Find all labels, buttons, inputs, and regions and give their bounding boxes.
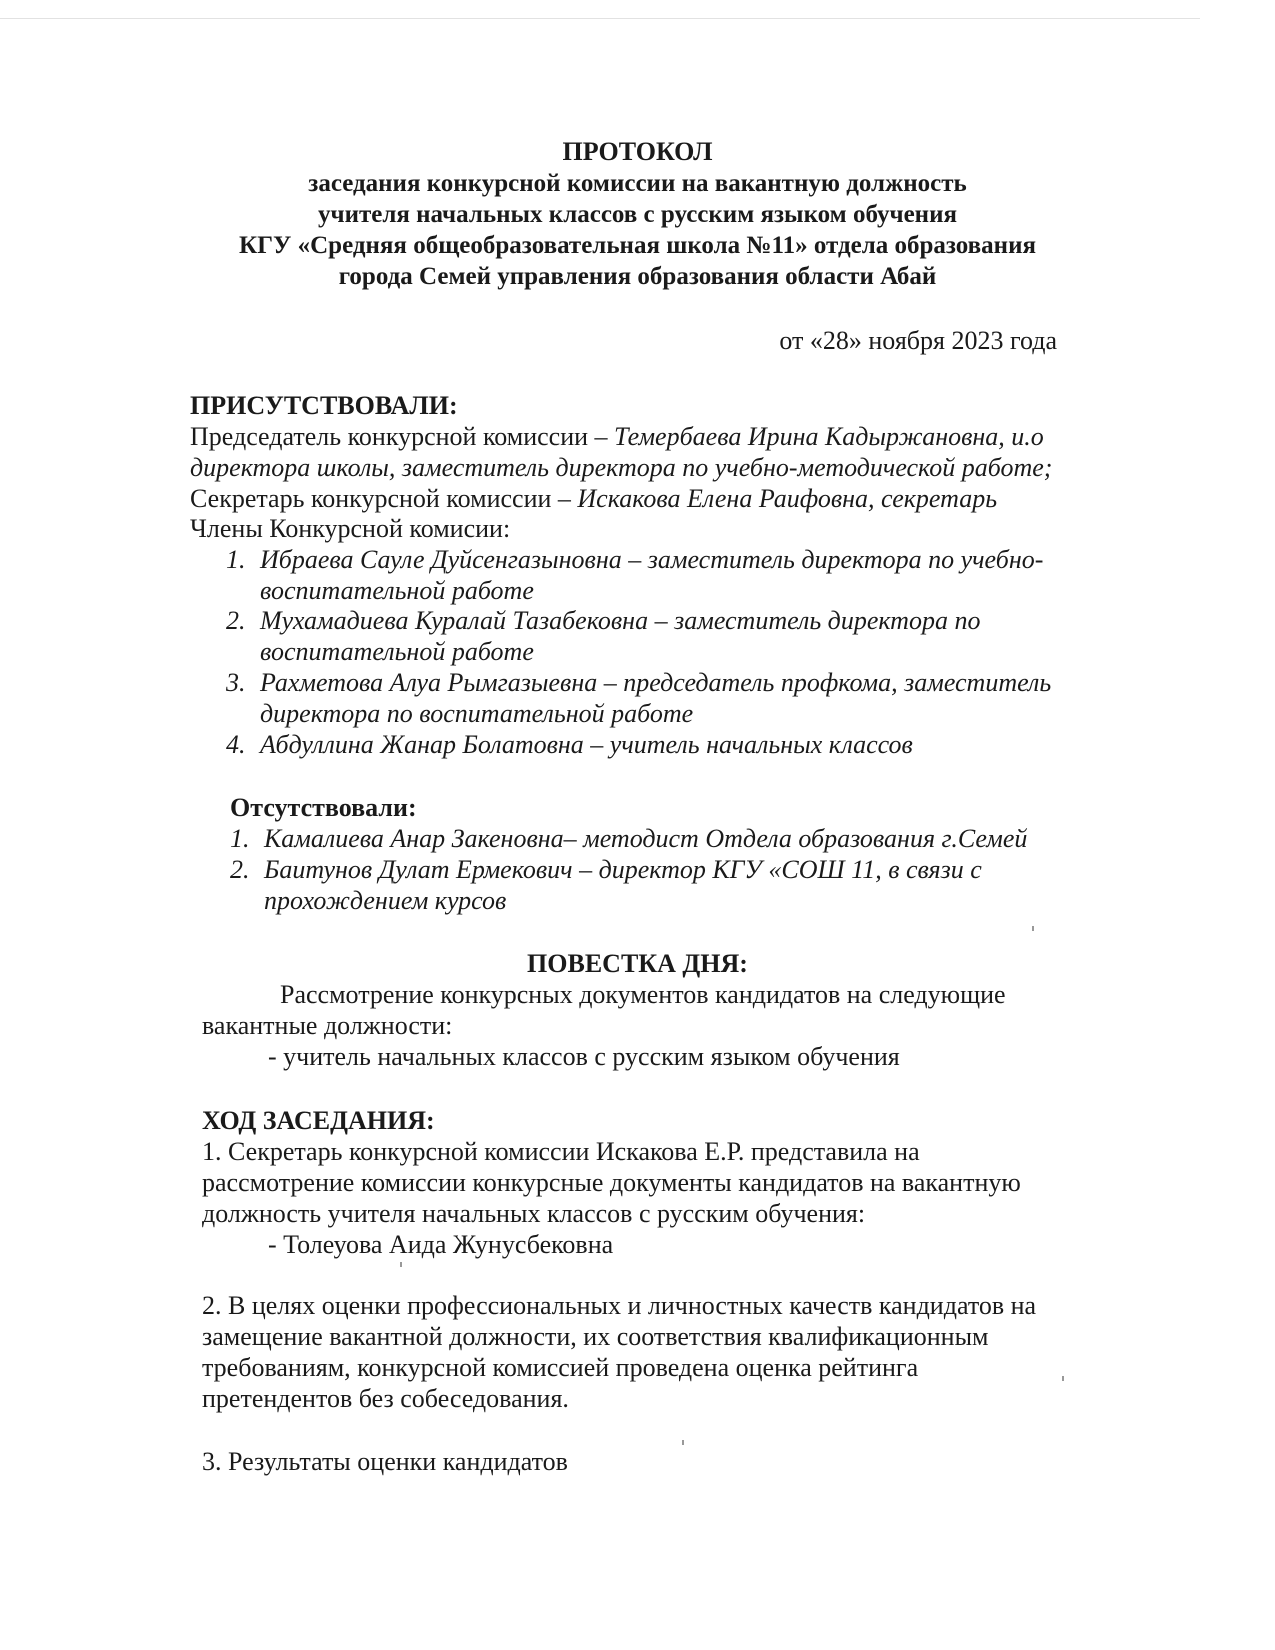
member-text: Абдуллина Жанар Болатовна – учитель начальных классов [260,730,913,759]
secretary-line [190,484,997,514]
proceedings-p2-line-3: требованиям, конкурсной комиссией проведена оценка рейтинга [202,1353,919,1382]
member-item-1-cont: воспитательной работе [260,576,534,605]
scan-speck [400,1262,402,1267]
scan-speck [682,1440,684,1445]
absent-number: 2. [230,855,250,884]
absent-text: Баитунов Дулат Ермекович – директор КГУ «СОШ 11, в связи с [264,855,982,884]
absent-item-1 [230,824,1027,854]
title-line-3: КГУ «Средняя общеобразовательная школа №11» отдела образования [238,232,1037,259]
proceedings-p2-line-4: претендентов без собеседования. [202,1384,569,1413]
scan-speck [1062,1376,1064,1381]
member-item-2-cont: воспитательной работе [260,637,534,666]
proceedings-heading: ХОД ЗАСЕДАНИЯ: [202,1106,435,1135]
title-line-4: города Семей управления образования области Абай [338,263,937,290]
document-date: от «28» ноября 2023 года [779,326,1057,355]
member-number: 2. [226,606,246,635]
member-item-2 [226,606,980,636]
candidate-item: - Толеуова Аида Жунусбековна [268,1230,614,1259]
member-item-4 [226,730,913,760]
agenda-heading: ПОВЕСТКА ДНЯ: [527,949,748,978]
agenda-text-line-2: вакантные должности: [202,1011,453,1040]
member-text: Рахметова Алуа Рымгазыевна – председатель профкома, заместитель [260,668,1052,697]
scan-speck [1032,926,1034,931]
document-title: ПРОТОКОЛ [562,137,713,166]
proceedings-p1-line-1: 1. Секретарь конкурсной комиссии Искакова Е.Р. представила на [202,1137,920,1166]
title-line-2: учителя начальных классов с русским языком обучения [317,201,958,228]
secretary-name: Искакова Елена Раифовна, секретарь [577,484,998,513]
agenda-text-line-1: Рассмотрение конкурсных документов кандидатов на следующие [280,980,1006,1009]
absent-heading: Отсутствовали: [230,793,417,822]
chair-label: Председатель конкурсной комиссии – [190,422,615,451]
member-item-3-cont: директора по воспитательной работе [260,699,694,728]
member-text: Ибраева Сауле Дуйсенгазыновна – заместитель директора по учебно- [260,545,1044,574]
chair-line [190,422,1044,452]
title-line-1: заседания конкурсной комиссии на вакантную должность [308,170,967,197]
absent-text: Камалиева Анар Закеновна– методист Отдела образования г.Семей [264,824,1028,853]
member-item-3 [226,668,1051,698]
proceedings-p1-line-2: рассмотрение комиссии конкурсные документы кандидатов на вакантную [202,1168,1021,1197]
proceedings-p2-line-2: замещение вакантной должности, их соответствия квалификационным [202,1322,989,1351]
member-number: 1. [226,545,246,574]
proceedings-p1-line-3: должность учителя начальных классов с русским обучения: [202,1199,866,1228]
absent-item-2 [230,855,982,885]
chair-name: Темербаева Ирина Кадыржановна, и.о [614,422,1044,451]
member-number: 4. [226,730,246,759]
secretary-label: Секретарь конкурсной комиссии – [190,484,578,513]
proceedings-p2-line-1: 2. В целях оценки профессиональных и личностных качеств кандидатов на [202,1291,1037,1320]
members-label: Члены Конкурсной комисии: [190,514,511,543]
present-heading: ПРИСУТСТВОВАЛИ: [190,391,458,420]
agenda-item: - учитель начальных классов с русским языком обучения [268,1042,900,1071]
member-item-1 [226,545,1043,575]
absent-number: 1. [230,824,250,853]
absent-item-2-cont: прохождением курсов [264,886,507,915]
proceedings-p3: 3. Результаты оценки кандидатов [202,1447,568,1476]
chair-position: директора школы, заместитель директора по учебно-методической работе; [190,453,1053,482]
member-text: Мухамадиева Куралай Тазабековна – заместитель директора по [260,606,981,635]
member-number: 3. [226,668,246,697]
